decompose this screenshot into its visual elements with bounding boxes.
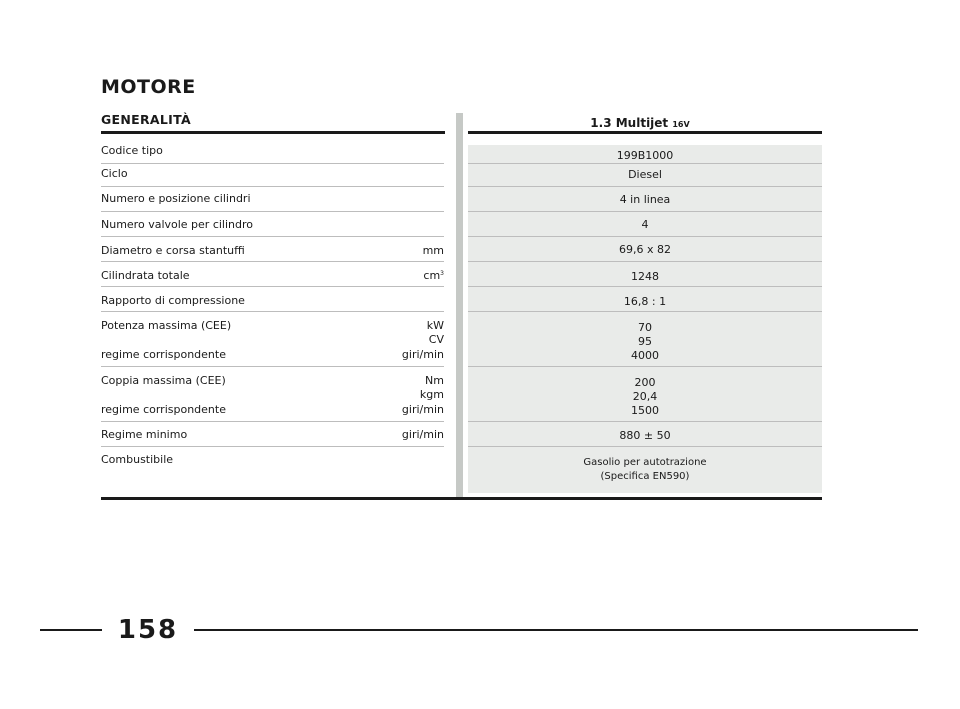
- spec-row-idle-speed: [101, 422, 444, 447]
- footer-rule-left: [40, 629, 102, 631]
- spec-unit-tertiary: giri/min: [401, 348, 444, 361]
- spec-unit-base: cm: [423, 269, 441, 282]
- spec-value: 4: [641, 218, 649, 231]
- spec-value-row-bore-stroke: [468, 237, 822, 262]
- table-bottom-rule: [101, 497, 822, 500]
- spec-value-secondary: 20,4: [632, 390, 658, 403]
- spec-unit: giri/min: [401, 428, 444, 441]
- spec-row-cylinders: [101, 187, 444, 212]
- column-title-main: 1.3 Multijet: [590, 116, 669, 130]
- spec-value-secondary: 95: [638, 335, 652, 348]
- column-title-suffix: 16V: [672, 120, 690, 129]
- spec-value-row-compression-ratio: [468, 287, 822, 312]
- spec-value-row-max-power: [468, 312, 822, 367]
- spec-label: Regime minimo: [101, 428, 188, 441]
- spec-value: 200: [634, 376, 656, 389]
- spec-value-tertiary: 1500: [631, 404, 659, 417]
- spec-unit: [423, 269, 444, 282]
- spec-value: 1248: [631, 270, 659, 283]
- spec-row-bore-stroke: [101, 237, 444, 262]
- footer-rule-right: [194, 629, 918, 631]
- spec-unit: kW: [426, 319, 444, 332]
- spec-value-row-idle-speed: [468, 422, 822, 447]
- spec-row-displacement: [101, 262, 444, 287]
- column-title: [560, 116, 720, 130]
- spec-row-compression-ratio: [101, 287, 444, 312]
- spec-row-valves: [101, 212, 444, 237]
- spec-value: 69,6 x 82: [619, 243, 671, 256]
- spec-label-secondary: regime corrispondente: [101, 403, 226, 416]
- spec-label: Numero e posizione cilindri: [101, 192, 251, 205]
- spec-row-max-torque: [101, 367, 444, 422]
- spec-value-row-valves: [468, 212, 822, 237]
- page-heading: MOTORE: [101, 76, 196, 98]
- spec-value: Gasolio per autotrazione: [583, 457, 707, 468]
- spec-value-row-cycle: [468, 164, 822, 187]
- column-divider: [456, 113, 463, 498]
- page-number: 158: [117, 615, 179, 645]
- spec-value: 16,8 : 1: [623, 295, 667, 308]
- spec-value: 880 ± 50: [619, 429, 671, 442]
- spec-label: Codice tipo: [101, 144, 163, 157]
- spec-label: Coppia massima (CEE): [101, 374, 226, 387]
- spec-unit-secondary: CV: [428, 333, 444, 346]
- spec-value-row-fuel: [468, 447, 822, 493]
- spec-label: Diametro e corsa stantuffi: [101, 244, 245, 257]
- spec-label-secondary: regime corrispondente: [101, 348, 226, 361]
- spec-unit-tertiary: giri/min: [401, 403, 444, 416]
- header-rule-right: [468, 131, 822, 134]
- spec-value: 70: [638, 321, 652, 334]
- spec-value-tertiary: 4000: [631, 349, 659, 362]
- spec-label: Combustibile: [101, 453, 174, 466]
- spec-value-row-engine-code: [468, 145, 822, 164]
- spec-row-max-power: [101, 312, 444, 367]
- spec-row-fuel: [101, 447, 444, 493]
- spec-label: Numero valvole per cilindro: [101, 218, 254, 231]
- spec-value-row-max-torque: [468, 367, 822, 422]
- page-footer: [40, 615, 918, 645]
- spec-row-cycle: [101, 164, 444, 187]
- spec-value-row-displacement: [468, 262, 822, 287]
- spec-unit: Nm: [425, 374, 444, 387]
- spec-label: Cilindrata totale: [101, 269, 190, 282]
- spec-unit-exponent: 3: [440, 270, 444, 277]
- spec-value: 4 in linea: [619, 193, 671, 206]
- spec-value-row-cylinders: [468, 187, 822, 212]
- spec-value-secondary: (Specifica EN590): [600, 471, 690, 482]
- spec-value: 199B1000: [616, 149, 674, 162]
- spec-label: Rapporto di compressione: [101, 294, 245, 307]
- spec-label: Potenza massima (CEE): [101, 319, 232, 332]
- spec-unit: mm: [422, 244, 444, 257]
- spec-label: Ciclo: [101, 167, 128, 180]
- spec-value: Diesel: [628, 168, 662, 181]
- spec-unit-secondary: kgm: [419, 388, 444, 401]
- section-title: GENERALITÀ: [101, 112, 191, 127]
- spec-row-engine-code: [101, 134, 444, 164]
